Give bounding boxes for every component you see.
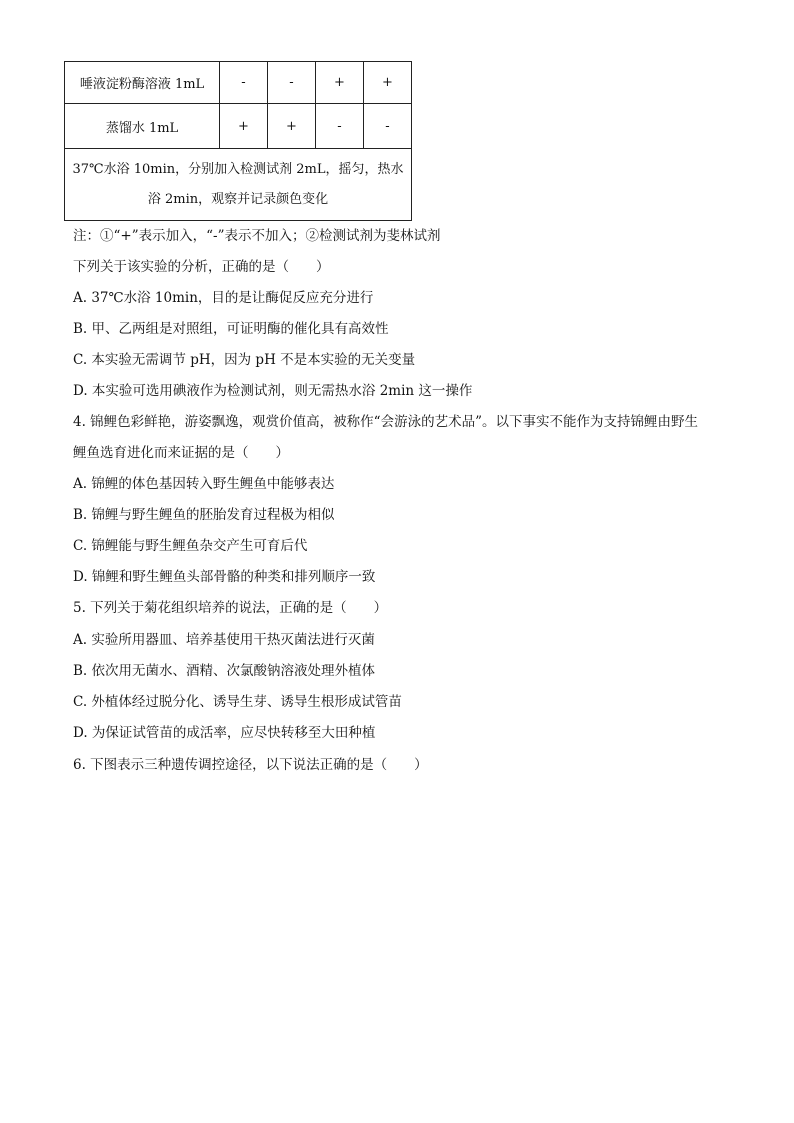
question-3-option-d: D. 本实验可选用碘液作为检测试剂，则无需热水浴 2min 这一操作 [73,383,473,399]
question-3-option-a: A. 37℃水浴 10min，目的是让酶促反应充分进行 [73,290,374,306]
table-row [65,62,412,104]
question-3-stem: 下列关于该实验的分析，正确的是（ ） [73,259,330,275]
table-row [65,149,412,221]
question-3-option-b: B. 甲、乙两组是对照组，可证明酶的催化具有高效性 [73,321,389,337]
table-footer-cell: 37℃水浴 10min，分别加入检测试剂 2mL，摇匀，热水浴 2min，观察并记录颜色变化 [65,149,412,221]
question-6-stem: 6. 下图表示三种遗传调控途径，以下说法正确的是（ ） [73,757,428,773]
table-cell: - [268,62,316,104]
question-4-stem: 4. 锦鲤色彩鲜艳，游姿飘逸，观赏价值高，被称作“会游泳的艺术品”。以下事实不能作为支持锦鲤由野生 [73,414,698,430]
table-cell: + [220,104,268,149]
table-cell: - [364,104,412,149]
row-label: 蒸馏水 1mL [65,104,220,149]
question-5-option-b: B. 依次用无菌水、酒精、次氯酸钠溶液处理外植体 [73,663,376,679]
question-5-option-d: D. 为保证试管苗的成活率，应尽快转移至大田种植 [73,725,376,741]
question-4-stem-continued: 鲤鱼选育进化而来证据的是（ ） [73,445,289,461]
question-4-option-d: D. 锦鲤和野生鲤鱼头部骨骼的种类和排列顺序一致 [73,569,376,585]
question-4-option-b: B. 锦鲤与野生鲤鱼的胚胎发育过程极为相似 [73,507,335,523]
table-row [65,104,412,149]
question-4-option-c: C. 锦鲤能与野生鲤鱼杂交产生可育后代 [73,538,308,554]
table-cell: - [316,104,364,149]
table-cell: + [364,62,412,104]
row-label: 唾液淀粉酶溶液 1mL [65,62,220,104]
table-cell: + [268,104,316,149]
experiment-table [64,61,412,221]
question-5-option-c: C. 外植体经过脱分化、诱导生芽、诱导生根形成试管苗 [73,694,402,710]
question-3-option-c: C. 本实验无需调节 pH，因为 pH 不是本实验的无关变量 [73,352,416,368]
question-5-option-a: A. 实验所用器皿、培养基使用干热灭菌法进行灭菌 [73,632,375,648]
question-5-stem: 5. 下列关于菊花组织培养的说法，正确的是（ ） [73,600,388,616]
table-cell: + [316,62,364,104]
table-cell: - [220,62,268,104]
table-note: 注：①“+”表示加入，“-”表示不加入；②检测试剂为斐林试剂 [73,228,441,244]
question-4-option-a: A. 锦鲤的体色基因转入野生鲤鱼中能够表达 [73,476,335,492]
